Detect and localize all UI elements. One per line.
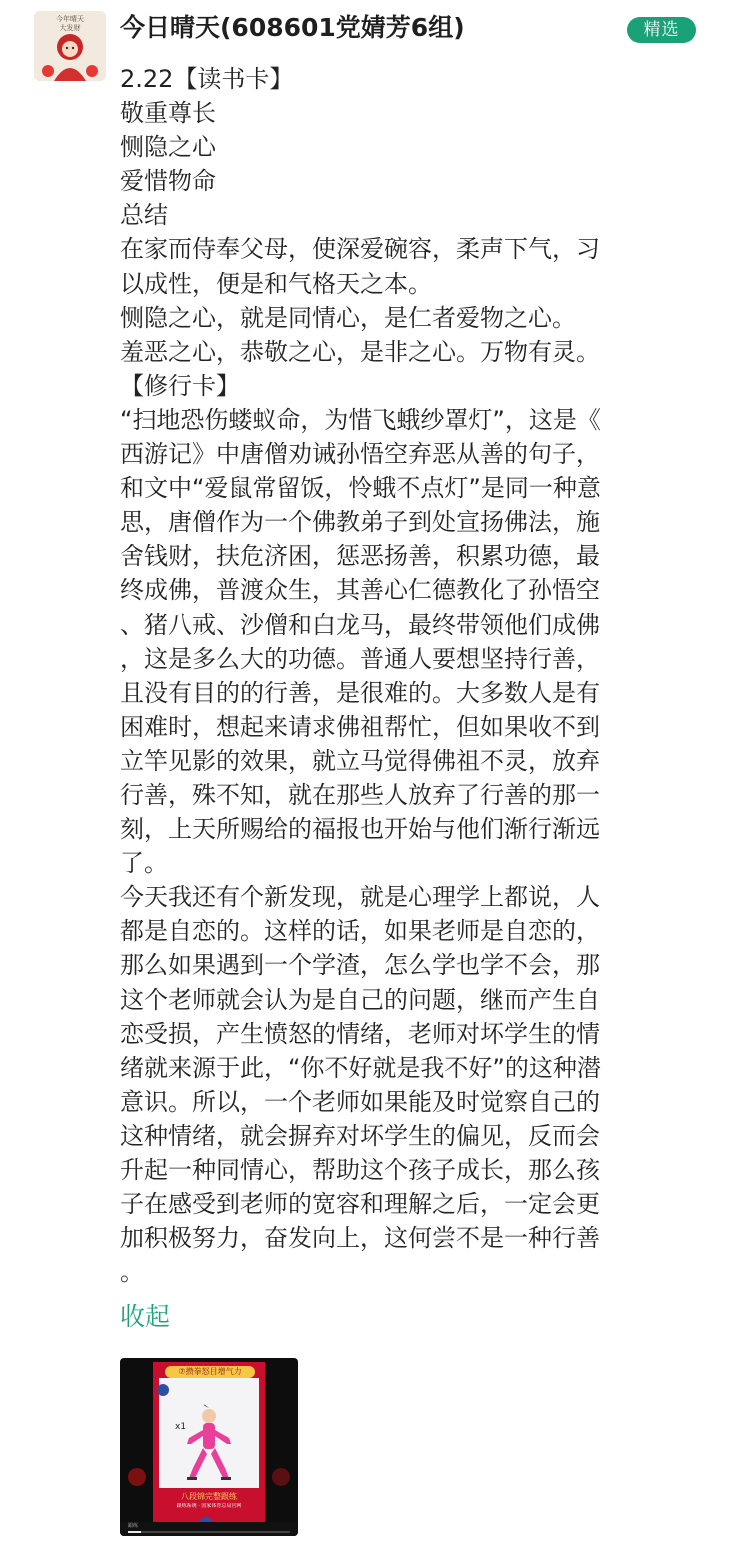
post-text-line: 加积极努力，奋发向上，这何尝不是一种行善 [120,1224,600,1253]
post-text-line: 升起一种同情心，帮助这个孩子成长，那么孩 [120,1156,600,1184]
video-control-bar [120,1522,298,1536]
post-text-line: 意识。所以，一个老师如果能及时觉察自己的 [120,1087,600,1116]
video-thumbnail[interactable] [120,1358,298,1536]
post-text-line: 行善，殊不知，就在那些人放弃了行善的那一 [120,780,600,809]
decoration-lantern-icon [272,1468,290,1486]
post-text-line: 、猪八戒、沙僧和白龙马，最终带领他们成佛 [120,610,600,639]
collapse-link[interactable]: 收起 [120,1302,171,1331]
post-text-line: 总结 [120,201,168,230]
post-text-line: 绪就来源于此，“你不好就是我不好”的这种潜 [120,1053,601,1082]
channel-logo-icon [157,1384,169,1396]
video-subcaption: 跟练系统 · 国家体育总局官网 [176,1503,242,1509]
username[interactable]: 今日晴天(608601党婧芳6组) [120,13,465,42]
post-text-line: 终成佛，普渡众生，其善心仁德教化了孙悟空 [120,576,600,605]
post-text-line: 爱惜物命 [120,167,216,196]
performer-figure [159,1378,259,1488]
video-banner: ⑦攒拳怒目增气力 [165,1366,255,1378]
avatar-caption: 今年晴天 大发财 [56,15,84,32]
playback-speed[interactable]: x1 [175,1422,187,1432]
post-text-line: 困难时，想起来请求佛祖帮忙，但如果收不到 [120,712,600,741]
video-caption: 八段锦完整跟练 [181,1492,237,1501]
post-text-line: 恻隐之心，就是同情心，是仁者爱物之心。 [120,303,576,332]
post-text-line: 立竿见影的效果，就立马觉得佛祖不灵，放弃 [120,746,600,775]
post-text-line: 这种情绪，就会摒弃对坏学生的偏见，反而会 [120,1121,600,1150]
post-text-line: 都是自恋的。这样的话，如果老师是自恋的， [120,917,600,946]
post-text-line: 这个老师就会认为是自己的问题，继而产生自 [120,985,600,1014]
post-text-line: 了。 [120,849,168,878]
post-text-line: 恋受损，产生愤怒的情绪，老师对坏学生的情 [120,1019,600,1048]
post-text-line: 羞恶之心，恭敬之心，是非之心。万物有灵。 [120,337,600,366]
video-stage [159,1378,259,1488]
post-text-line: 子在感受到老师的宽容和理解之后，一定会更 [120,1190,600,1219]
video-progress-bar[interactable] [128,1531,290,1533]
post-text-line: ，这是多么大的功德。普通人要想坚持行善， [120,644,600,673]
post-text-line: 【修行卡】 [120,371,240,400]
featured-badge: 精选 [627,17,696,43]
post-text-line: 敬重尊长 [120,99,216,128]
post-text-line: 那么如果遇到一个学渣，怎么学也学不会，那 [120,951,600,980]
video-frame [153,1362,265,1530]
post-text-line: 刻，上天所赐给的福报也开始与他们渐行渐远 [120,815,600,844]
post-text-line: 2.22【读书卡】 [120,65,294,93]
post-text-line: 以成性，便是和气格天之本。 [120,269,432,298]
decoration-lantern-icon [128,1468,146,1486]
post-text-line: 和文中“爱鼠常留饭，怜蛾不点灯”是同一种意 [120,474,601,503]
post-text-line: 。 [120,1258,144,1287]
post-text-line: 在家而侍奉父母，使深爱碗容，柔声下气，习 [120,235,600,264]
post-text-line: 舍钱财，扶危济困，惩恶扬善，积累功德，最 [120,542,600,571]
video-name-label: 跟练 [128,1523,139,1529]
video-progress-fill [128,1531,141,1533]
avatar[interactable] [34,11,106,81]
post-text-line: 且没有目的的行善，是很难的。大多数人是有 [120,678,600,707]
post-text-line: 西游记》中唐僧劝诫孙悟空弃恶从善的句子， [120,440,600,469]
post-text-line: 思，唐僧作为一个佛教弟子到处宣扬佛法，施 [120,508,600,537]
post-text-line: “扫地恐伤蝼蚁命，为惜飞蛾纱罩灯”，这是《 [120,405,601,434]
post-body [120,62,682,1289]
post-text-line: 恻隐之心 [120,133,216,162]
post-text-line: 今天我还有个新发现，就是心理学上都说，人 [120,883,600,912]
